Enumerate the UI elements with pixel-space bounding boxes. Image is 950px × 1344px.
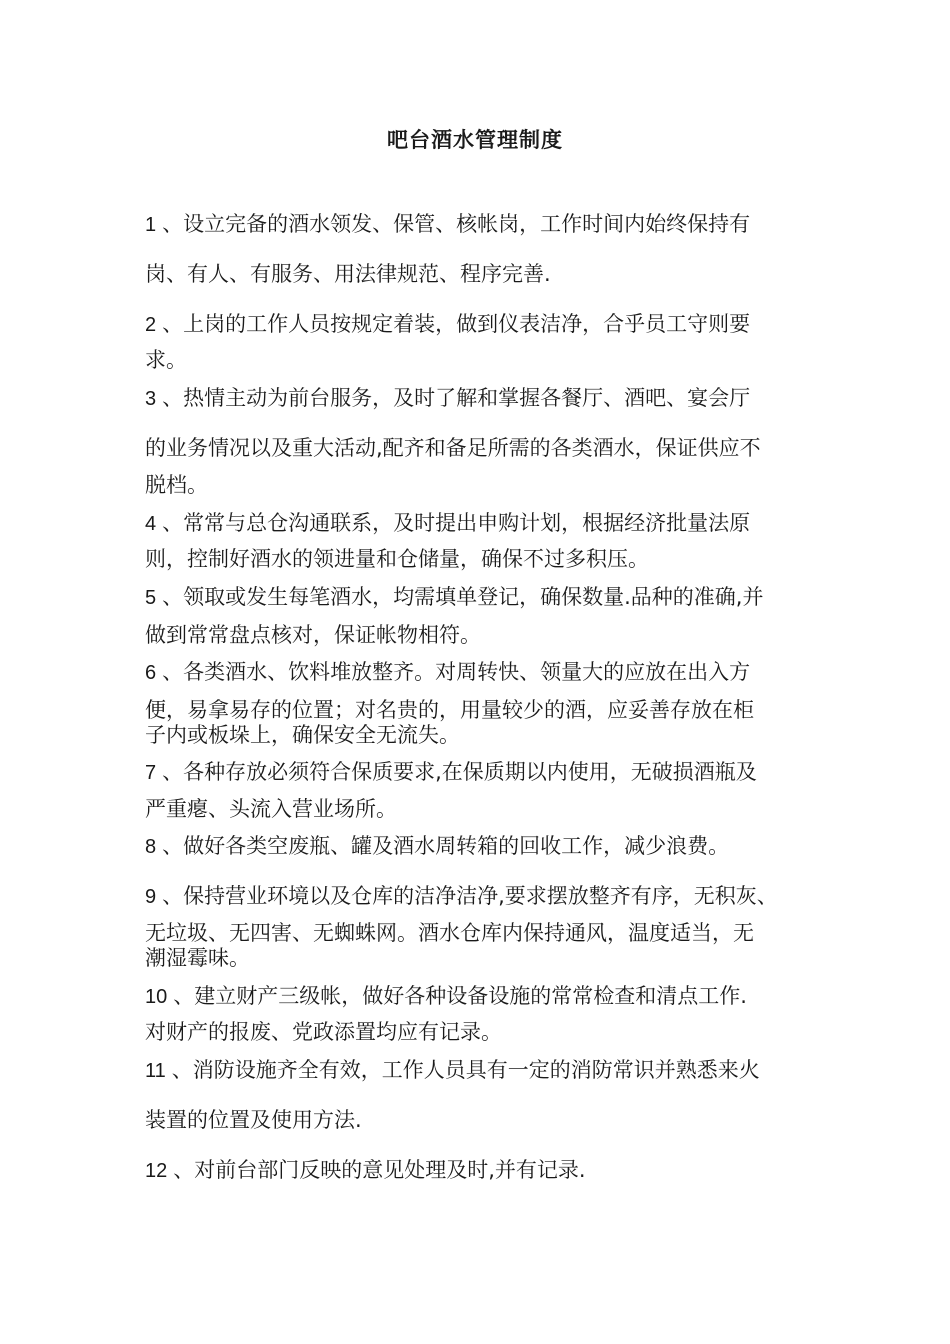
item-6-number: 6 <box>145 662 157 684</box>
item-9-line-3: 潮湿霉味。 <box>145 946 250 970</box>
item-5-line-1 <box>145 585 763 610</box>
item-5-line-2: 做到常常盘点核对，保证帐物相符。 <box>145 623 481 647</box>
item-4-text: 、常常与总仓沟通联系，及时提出申购计划，根据经济批量法原 <box>162 511 751 535</box>
item-2-line-2: 求。 <box>145 348 187 372</box>
item-3-text: 、热情主动为前台服务，及时了解和掌握各餐厅、酒吧、宴会厅 <box>162 386 751 410</box>
item-12-text: 、对前台部门反映的意见处理及时,并有记录. <box>173 1158 586 1182</box>
item-5-number: 5 <box>145 587 157 609</box>
item-10-number: 10 <box>145 986 168 1008</box>
item-11-number: 11 <box>145 1060 166 1082</box>
item-3-line-1 <box>145 386 750 411</box>
item-3-line-2: 的业务情况以及重大活动,配齐和备足所需的各类酒水，保证供应不 <box>145 436 761 460</box>
item-6-line-2: 便，易拿易存的位置；对名贵的，用量较少的酒，应妥善存放在柜 <box>145 698 754 722</box>
item-7-number: 7 <box>145 762 157 784</box>
item-1-number: 1 <box>145 214 157 236</box>
item-3-line-3: 脱档。 <box>145 473 208 497</box>
item-6-line-1 <box>145 660 750 685</box>
item-7-text: 、各种存放必须符合保质要求,在保质期以内使用，无破损酒瓶及 <box>162 760 757 784</box>
item-8-text: 、做好各类空废瓶、罐及酒水周转箱的回收工作，减少浪费。 <box>162 834 730 858</box>
item-4-line-2: 则，控制好酒水的领进量和仓储量，确保不过多积压。 <box>145 547 649 571</box>
item-9-number: 9 <box>145 886 157 908</box>
item-10-line-2: 对财产的报废、党政添置均应有记录。 <box>145 1020 502 1044</box>
item-8-number: 8 <box>145 836 157 858</box>
item-1-line-2: 岗、有人、有服务、用法律规范、程序完善. <box>145 262 551 286</box>
item-7-line-1 <box>145 760 757 785</box>
item-1-text: 、设立完备的酒水领发、保管、核帐岗，工作时间内始终保持有 <box>162 212 751 236</box>
document-title: 吧台酒水管理制度 <box>387 128 563 152</box>
item-9-text: 、保持营业环境以及仓库的洁净洁净,要求摆放整齐有序，无积灰、 <box>162 884 778 908</box>
item-2-number: 2 <box>145 314 157 336</box>
item-11-line-1 <box>145 1058 760 1083</box>
item-1-line-1 <box>145 212 750 237</box>
item-4-number: 4 <box>145 513 157 535</box>
item-2-line-1 <box>145 312 750 337</box>
item-4-line-1 <box>145 511 750 536</box>
item-12-number: 12 <box>145 1160 168 1182</box>
item-11-line-2: 装置的位置及使用方法. <box>145 1108 362 1132</box>
item-8-line-1 <box>145 834 729 859</box>
item-12-line-1 <box>145 1158 586 1183</box>
item-9-line-1 <box>145 884 778 909</box>
item-6-text: 、各类酒水、饮料堆放整齐。对周转快、领量大的应放在出入方 <box>162 660 751 684</box>
item-3-number: 3 <box>145 388 157 410</box>
item-7-line-2: 严重瘪、头流入营业场所。 <box>145 797 397 821</box>
item-11-text: 、消防设施齐全有效，工作人员具有一定的消防常识并熟悉来火 <box>171 1058 760 1082</box>
item-5-text: 、领取或发生每笔酒水，均需填单登记，确保数量.品种的准确,并 <box>162 585 764 609</box>
item-9-line-2: 无垃圾、无四害、无蜘蛛网。酒水仓库内保持通风，温度适当，无 <box>145 921 754 945</box>
item-2-text: 、上岗的工作人员按规定着装，做到仪表洁净，合乎员工守则要 <box>162 312 751 336</box>
item-6-line-3: 子内或板垛上，确保安全无流失。 <box>145 723 460 747</box>
item-10-text: 、建立财产三级帐，做好各种设备设施的常常检查和清点工作. <box>173 984 747 1008</box>
item-10-line-1 <box>145 984 747 1009</box>
